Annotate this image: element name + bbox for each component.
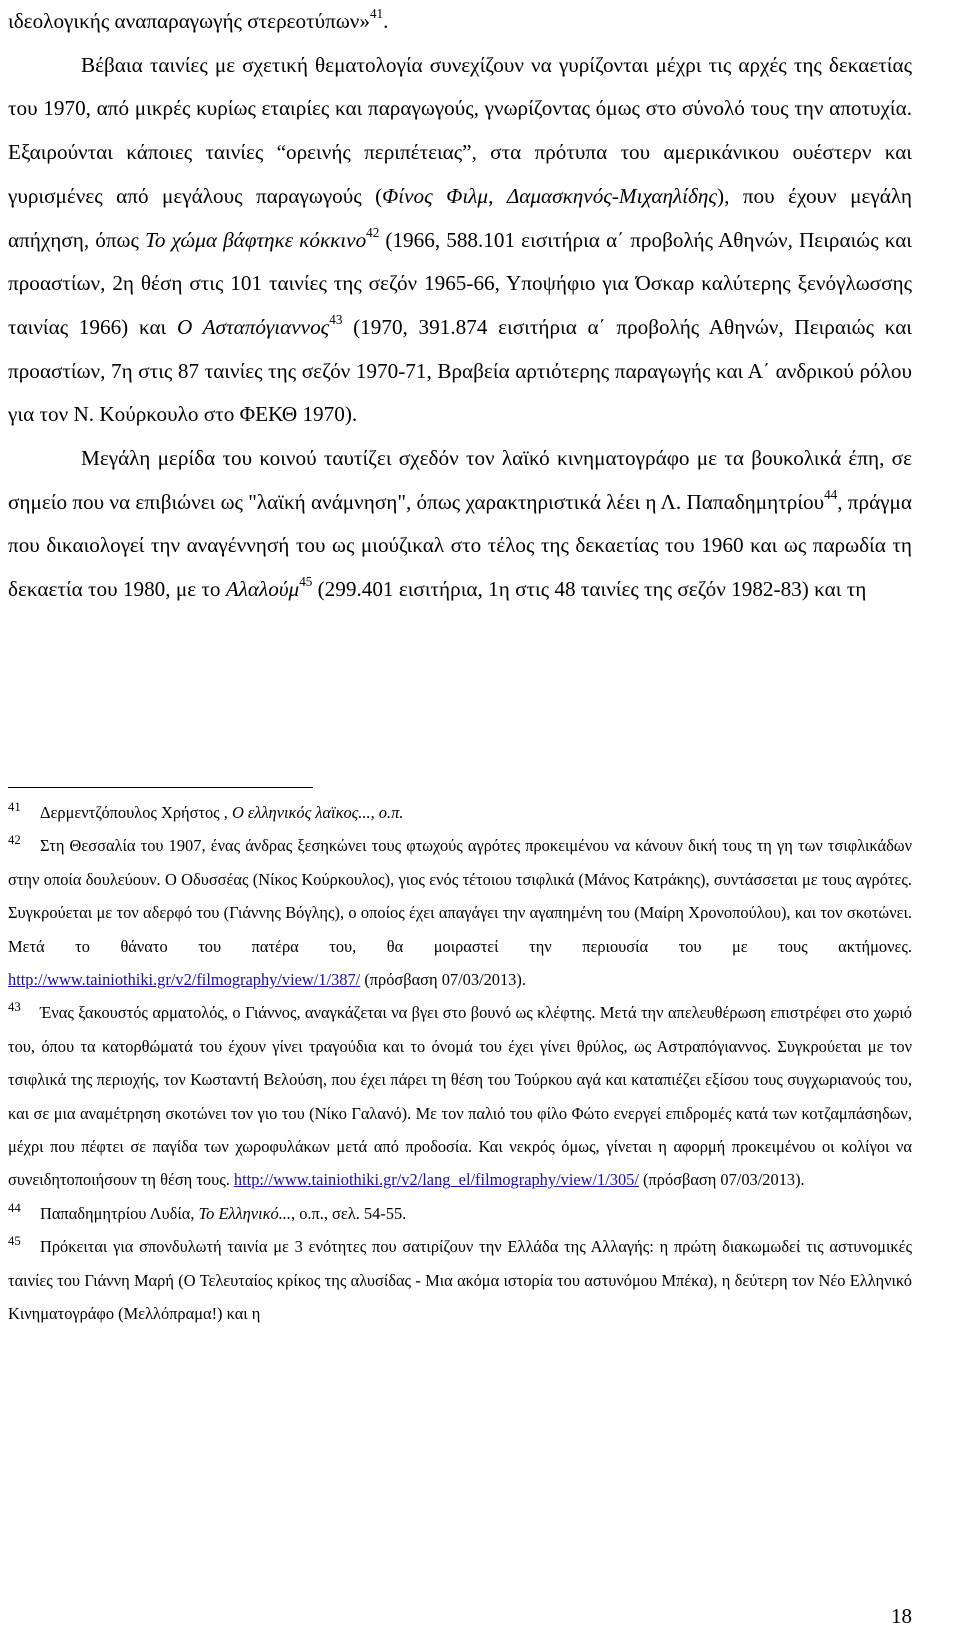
footnote-text: Παπαδημητρίου Λυδία, [40, 1203, 199, 1223]
paragraph-text: (1966, 588.101 εισιτήρια α΄ προβολής Αθηνών, Πειραιώς και προαστίων, 2η θέση στις 101 ταινίες της σεζόν 1965-66, Υποψήφιο για Όσκαρ καλύτερης ξενόγλωσσης ταινίας 1966) και [8, 227, 912, 339]
footnote-text: Στη Θεσσαλία του 1907, ένας άνδρας ξεσηκώνει τους φτωχούς αγρότες προκειμένου να κάνουν δική τους τη γη των τσιφλικάδων στην οποία δουλεύουν. Ο Οδυσσέας (Νίκος Κούρκουλος), γιος ενός τέτοιου τσιφλικά (Μάνος Κατράκης), συντάσσεται με τους αγρότες. Συγκρούεται με τον αδερφό του (Γιάννης Βόγλης), ο οποίος έχει απαγάγει την αγαπημένη του (Μαίρη Χρονοπούλου), και τον σκοτώνει. Μετά το θάνατο του πατέρα του, θα μοιραστεί την περιουσία του με τους ακτήμονες. [8, 836, 912, 956]
paragraph-1 [8, 0, 912, 44]
footnote-ref-42[interactable]: 42 [366, 224, 380, 240]
film-title: Ο Ασταπόγιαννος [176, 314, 330, 339]
footnote-41: 41 Δερμεντζόπουλος Χρήστος , Ο ελληνικός λαϊκος..., ο.π. [8, 799, 404, 822]
paragraph-text: , [488, 183, 507, 208]
italic-text: Ο ελληνικός λαϊκος..., ο.π. [231, 803, 404, 822]
footnote-ref-41[interactable]: 41 [369, 6, 384, 22]
footnote-43: 43 Ένας ξακουστός αρματολός, ο Γιάννος, αναγκάζεται να βγει στο βουνό ως κλέφτης. Μετά την απελευθέρωση επιστρέφει στο χωριό του, όπου τα κατορθώματά του έχουν γίνει τραγούδια και το όνομά του έχει γίνει θρύλος, ως Αστραπόγιαννος. Συγκρούεται με τον τσιφλικά της περιοχής, τον Κωσταντή Βελούση, που έχει πάρει τη θέση του Τούρκου αγά και καταπιέζει εξίσου τους συγχωριανούς του, και σε μια αναμέτρηση σκοτώνει τον γιο του (Νίκο Γαλανό). Με τον παλιό του φίλο Φώτο ενεργεί επιδρομές κατά των κοτζαμπάσηδων, μέχρι που πέφτει σε παγίδα των χωροφυλάκων μετά από προδοσία. Και νεκρός όμως, γίνεται η αφορμή προκειμένου οι κολίγοι να συνειδητοποιήσουν τη θέση τους. http://www.tainiothiki.gr/v2/lang_el/filmography/view/1/305/ (πρόσβαση 07/03/2013). [8, 1000, 912, 1190]
footnote-text: (πρόσβαση 07/03/2013). [638, 1170, 805, 1190]
footnote-45: 45 Πρόκειται για σπονδυλωτή ταινία με 3 ενότητες που σατιρίζουν την Ελλάδα της Αλλαγής: η πρώτη διακωμωδεί τις αστυνομικές ταινίες του Γιάννη Μαρή (Ο Τελευταίος κρίκος της αλυσίδας - Μια ακόμα ιστορία του αστυνόμου Μπέκα), η δεύτερη τον Νέο Ελληνικό Κινηματογράφο (Μελλόπραμα!) και η [8, 1234, 912, 1324]
footnote-text: Ένας ξακουστός αρματολός, ο Γιάννος, αναγκάζεται να βγει στο βουνό ως κλέφτης. Μετά την απελευθέρωση επιστρέφει στο χωριό του, όπου τα κατορθώματά του έχουν γίνει τραγούδια και το όνομά του έχει γίνει θρύλος, ως Αστραπόγιαννος. Συγκρούεται με τον τσιφλικά της περιοχής, τον Κωσταντή Βελούση, που έχει πάρει τη θέση του Τούρκου αγά και καταπιέζει εξίσου τους συγχωριανούς του, και σε μια αναμέτρηση σκοτώνει τον γιο του (Νίκο Γαλανό). Με τον παλιό του φίλο Φώτο ενεργεί επιδρομές κατά των κοτζαμπάσηδων, μέχρι που πέφτει σε παγίδα των χωροφυλάκων μετά από προδοσία. Και νεκρός όμως, γίνεται η αφορμή προκειμένου οι κολίγοι να συνειδητοποιήσουν τη θέση τους. [8, 1003, 912, 1190]
paragraph-text: (299.401 εισιτήρια, 1η στις 48 ταινίες της σεζόν 1982-83) και τη [312, 577, 867, 602]
footnote-separator [8, 787, 313, 788]
paragraph-text: , πράγμα που δικαιολογεί την αναγέννησή του ως μιούζικαλ στο τέλος της δεκαετίας του 1960 και ως παρωδία τη δεκαετία του 1980, με το [8, 489, 912, 602]
paragraph-text: Βέβαια ταινίες με σχετική θεματολογία συνεχίζουν να γυρίζονται μέχρι τις αρχές της δεκαετίας του 1970, από μικρές κυρίως εταιρίες και παραγωγούς, γνωρίζοντας όμως στο σύνολό τους την αποτυχία. Εξαιρούνται κάποιες ταινίες “ορεινής περιπέτειας”, στα πρότυπα του αμερικάνικου ουέστερν και γυρισμένες από μεγάλους παραγωγούς ( [8, 52, 912, 208]
footnote-link[interactable]: http://www.tainiothiki.gr/v2/filmography/view/1/387/ [8, 970, 361, 990]
paragraph-text: ), που έχουν μεγάλη απήχηση, όπως [8, 183, 912, 252]
footnote-text: (πρόσβαση 07/03/2013). [360, 970, 526, 990]
footnote-ref-43[interactable]: 43 [329, 312, 343, 328]
footnote-text: Πρόκειται για σπονδυλωτή ταινία με 3 ενότητες που σατιρίζουν την Ελλάδα της Αλλαγής: η πρώτη διακωμωδεί τις αστυνομικές ταινίες του Γιάννη Μαρή (Ο Τελευταίος κρίκος της αλυσίδας - Μια ακόμα ιστορία του αστυνόμου Μπέκα), η δεύτερη τον Νέο Ελληνικό Κινηματογράφο (Μελλόπραμα!) και η [8, 1237, 912, 1324]
footnote-link[interactable]: http://www.tainiothiki.gr/v2/lang_el/filmography/view/1/305/ [233, 1170, 639, 1190]
footnote-42: 42 Στη Θεσσαλία του 1907, ένας άνδρας ξεσηκώνει τους φτωχούς αγρότες προκειμένου να κάνουν δική τους τη γη των τσιφλικάδων στην οποία δουλεύουν. Ο Οδυσσέας (Νίκος Κούρκουλος), γιος ενός τέτοιου τσιφλικά (Μάνος Κατράκης), συντάσσεται με τους αγρότες. Συγκρούεται με τον αδερφό του (Γιάννης Βόγλης), ο οποίος έχει απαγάγει την αγαπημένη του (Μαίρη Χρονοπούλου), και τον σκοτώνει. Μετά το θάνατο του πατέρα του, θα μοιραστεί την περιουσία του με τους ακτήμονες. http://www.tainiothiki.gr/v2/filmography/view/1/387/ (πρόσβαση 07/03/2013). [8, 833, 912, 990]
footnote-ref-44[interactable]: 44 [824, 486, 838, 502]
italic-text: Δαμασκηνός-Μιχαηλίδης [506, 183, 718, 208]
film-title: Το χώμα βάφτηκε κόκκινο [145, 227, 367, 252]
paragraph-text: . [383, 9, 389, 33]
paragraph-3 [8, 437, 912, 612]
italic-text: Φίνος Φιλμ [382, 183, 489, 208]
paragraph-text: ιδεολογικής αναπαραγωγής στερεοτύπων» [8, 9, 370, 33]
body-text [8, 0, 912, 612]
footnote-text: , ο.π., σελ. 54-55. [291, 1203, 407, 1223]
paragraph-text: (1970, 391.874 εισιτήρια α΄ προβολής Αθηνών, Πειραιώς και προαστίων, 7η στις 87 ταινίες της σεζόν 1970-71, Βραβεία αρτιότερης παραγωγής και Α΄ ανδρικού ρόλου για τον Ν. Κούρκουλο στο ΦΕΚΘ 1970). [8, 314, 913, 427]
footnote-ref-45[interactable]: 45 [299, 574, 313, 590]
footnotes [8, 796, 912, 1331]
italic-text: Το Ελληνικό... [198, 1203, 291, 1223]
paragraph-2 [8, 44, 912, 437]
film-title: Αλαλούμ [225, 577, 300, 602]
footnote-text: Δερμεντζόπουλος Χρήστος , [40, 803, 232, 822]
footnote-44: 44 Παπαδημητρίου Λυδία, Το Ελληνικό..., ο.π., σελ. 54-55. [8, 1200, 407, 1223]
page-number: 18 [891, 1604, 912, 1628]
paragraph-text: Μεγάλη μερίδα του κοινού ταυτίζει σχεδόν τον λαϊκό κινηματογράφο με τα βουκολικά έπη, σε σημείο που να επιβιώνει ως "λαϊκή ανάμνηση", όπως χαρακτηριστικά λέει η Λ. Παπαδημητρίου [8, 446, 912, 514]
